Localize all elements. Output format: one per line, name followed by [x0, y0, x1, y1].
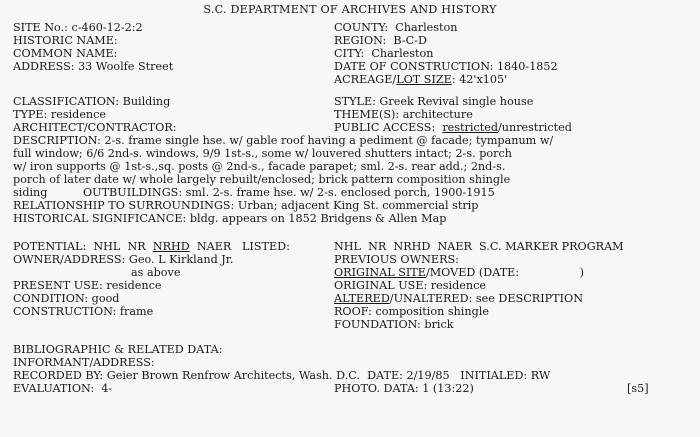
- type: TYPE: residence: [13, 108, 107, 121]
- acreage-label: ACREAGE/: [334, 73, 397, 86]
- condition: CONDITION: good: [13, 292, 120, 305]
- public-access-restricted: restricted: [442, 121, 499, 134]
- potential-nrhd: NRHD: [152, 240, 190, 253]
- informant-address: INFORMANT/ADDRESS:: [13, 356, 155, 369]
- classification: CLASSIFICATION: Building: [13, 95, 171, 108]
- moved-date: /MOVED (DATE: ): [425, 266, 584, 279]
- lot-size-value: : 42'x105': [451, 73, 508, 86]
- region: REGION: B-C-D: [334, 34, 427, 47]
- historic-name: HISTORIC NAME:: [13, 34, 118, 47]
- relationship-to-surroundings: RELATIONSHIP TO SURROUNDINGS: Urban; adjacent King St. commercial strip: [13, 199, 479, 212]
- date-of-construction: DATE OF CONSTRUCTION: 1840-1852: [334, 60, 558, 73]
- site-number: SITE No.: c-460-12-2:2: [13, 21, 143, 34]
- reference-code: [s5]: [627, 382, 649, 395]
- lot-size-label: LOT SIZE: [396, 73, 452, 86]
- public-access-unrestricted: /unrestricted: [498, 121, 572, 134]
- potential: [13, 240, 290, 253]
- roof: ROOF: composition shingle: [334, 305, 489, 318]
- owner-address-cont: as above: [131, 266, 181, 279]
- listed-options: NHL NR NRHD NAER S.C. MARKER PROGRAM: [334, 240, 624, 253]
- potential-label: POTENTIAL: NHL NR: [13, 240, 153, 253]
- city: CITY: Charleston: [334, 47, 434, 60]
- county: COUNTY: Charleston: [334, 21, 458, 34]
- public-access: [334, 121, 572, 134]
- photo-data: PHOTO. DATA: 1 (13:22): [334, 382, 474, 395]
- description-line: full window; 6/6 2nd-s. windows, 9/9 1st-s., some w/ louvered shutters intact; 2-s. porch: [13, 147, 512, 160]
- description-line: siding OUTBUILDINGS: sml. 2-s. frame hse. w/ 2-s. enclosed porch, 1900-1915: [13, 186, 495, 199]
- form-header: S.C. DEPARTMENT OF ARCHIVES AND HISTORY: [203, 3, 497, 16]
- construction: CONSTRUCTION: frame: [13, 305, 154, 318]
- public-access-label: PUBLIC ACCESS:: [334, 121, 443, 134]
- themes: THEME(S): architecture: [334, 108, 473, 121]
- original-site-label: ORIGINAL SITE: [334, 266, 426, 279]
- altered: [334, 292, 583, 305]
- bibliographic-data: BIBLIOGRAPHIC & RELATED DATA:: [13, 343, 223, 356]
- style: STYLE: Greek Revival single house: [334, 95, 534, 108]
- historical-significance: HISTORICAL SIGNIFICANCE: bldg. appears on 1852 Bridgens & Allen Map: [13, 212, 447, 225]
- description-line: w/ iron supports @ 1st-s.,sq. posts @ 2nd-s., facade parapet; sml. 2-s. rear add.; 2nd-s.: [13, 160, 506, 173]
- foundation: FOUNDATION: brick: [334, 318, 454, 331]
- description-line: DESCRIPTION: 2-s. frame single hse. w/ gable roof having a pediment @ facade; tympanum w/: [13, 134, 554, 147]
- original-use: ORIGINAL USE: residence: [334, 279, 486, 292]
- acreage-lot-size: [334, 73, 507, 86]
- original-site: [334, 266, 584, 279]
- common-name: COMMON NAME:: [13, 47, 118, 60]
- description-line: porch of later date w/ whole largely rebuilt/enclosed; brick pattern composition shingle: [13, 173, 511, 186]
- architect-contractor: ARCHITECT/CONTRACTOR:: [13, 121, 177, 134]
- owner-address: OWNER/ADDRESS: Geo. L Kirkland Jr.: [13, 253, 234, 266]
- potential-rest: NAER LISTED:: [189, 240, 290, 253]
- address: ADDRESS: 33 Woolfe Street: [13, 60, 174, 73]
- recorded-by: RECORDED BY: Geier Brown Renfrow Architects, Wash. D.C. DATE: 2/19/85 INITIALED: RW: [13, 369, 551, 382]
- evaluation: EVALUATION: 4-: [13, 382, 113, 395]
- present-use: PRESENT USE: residence: [13, 279, 162, 292]
- altered-rest: /UNALTERED: see DESCRIPTION: [389, 292, 584, 305]
- previous-owners: PREVIOUS OWNERS:: [334, 253, 459, 266]
- altered-label: ALTERED: [334, 292, 390, 305]
